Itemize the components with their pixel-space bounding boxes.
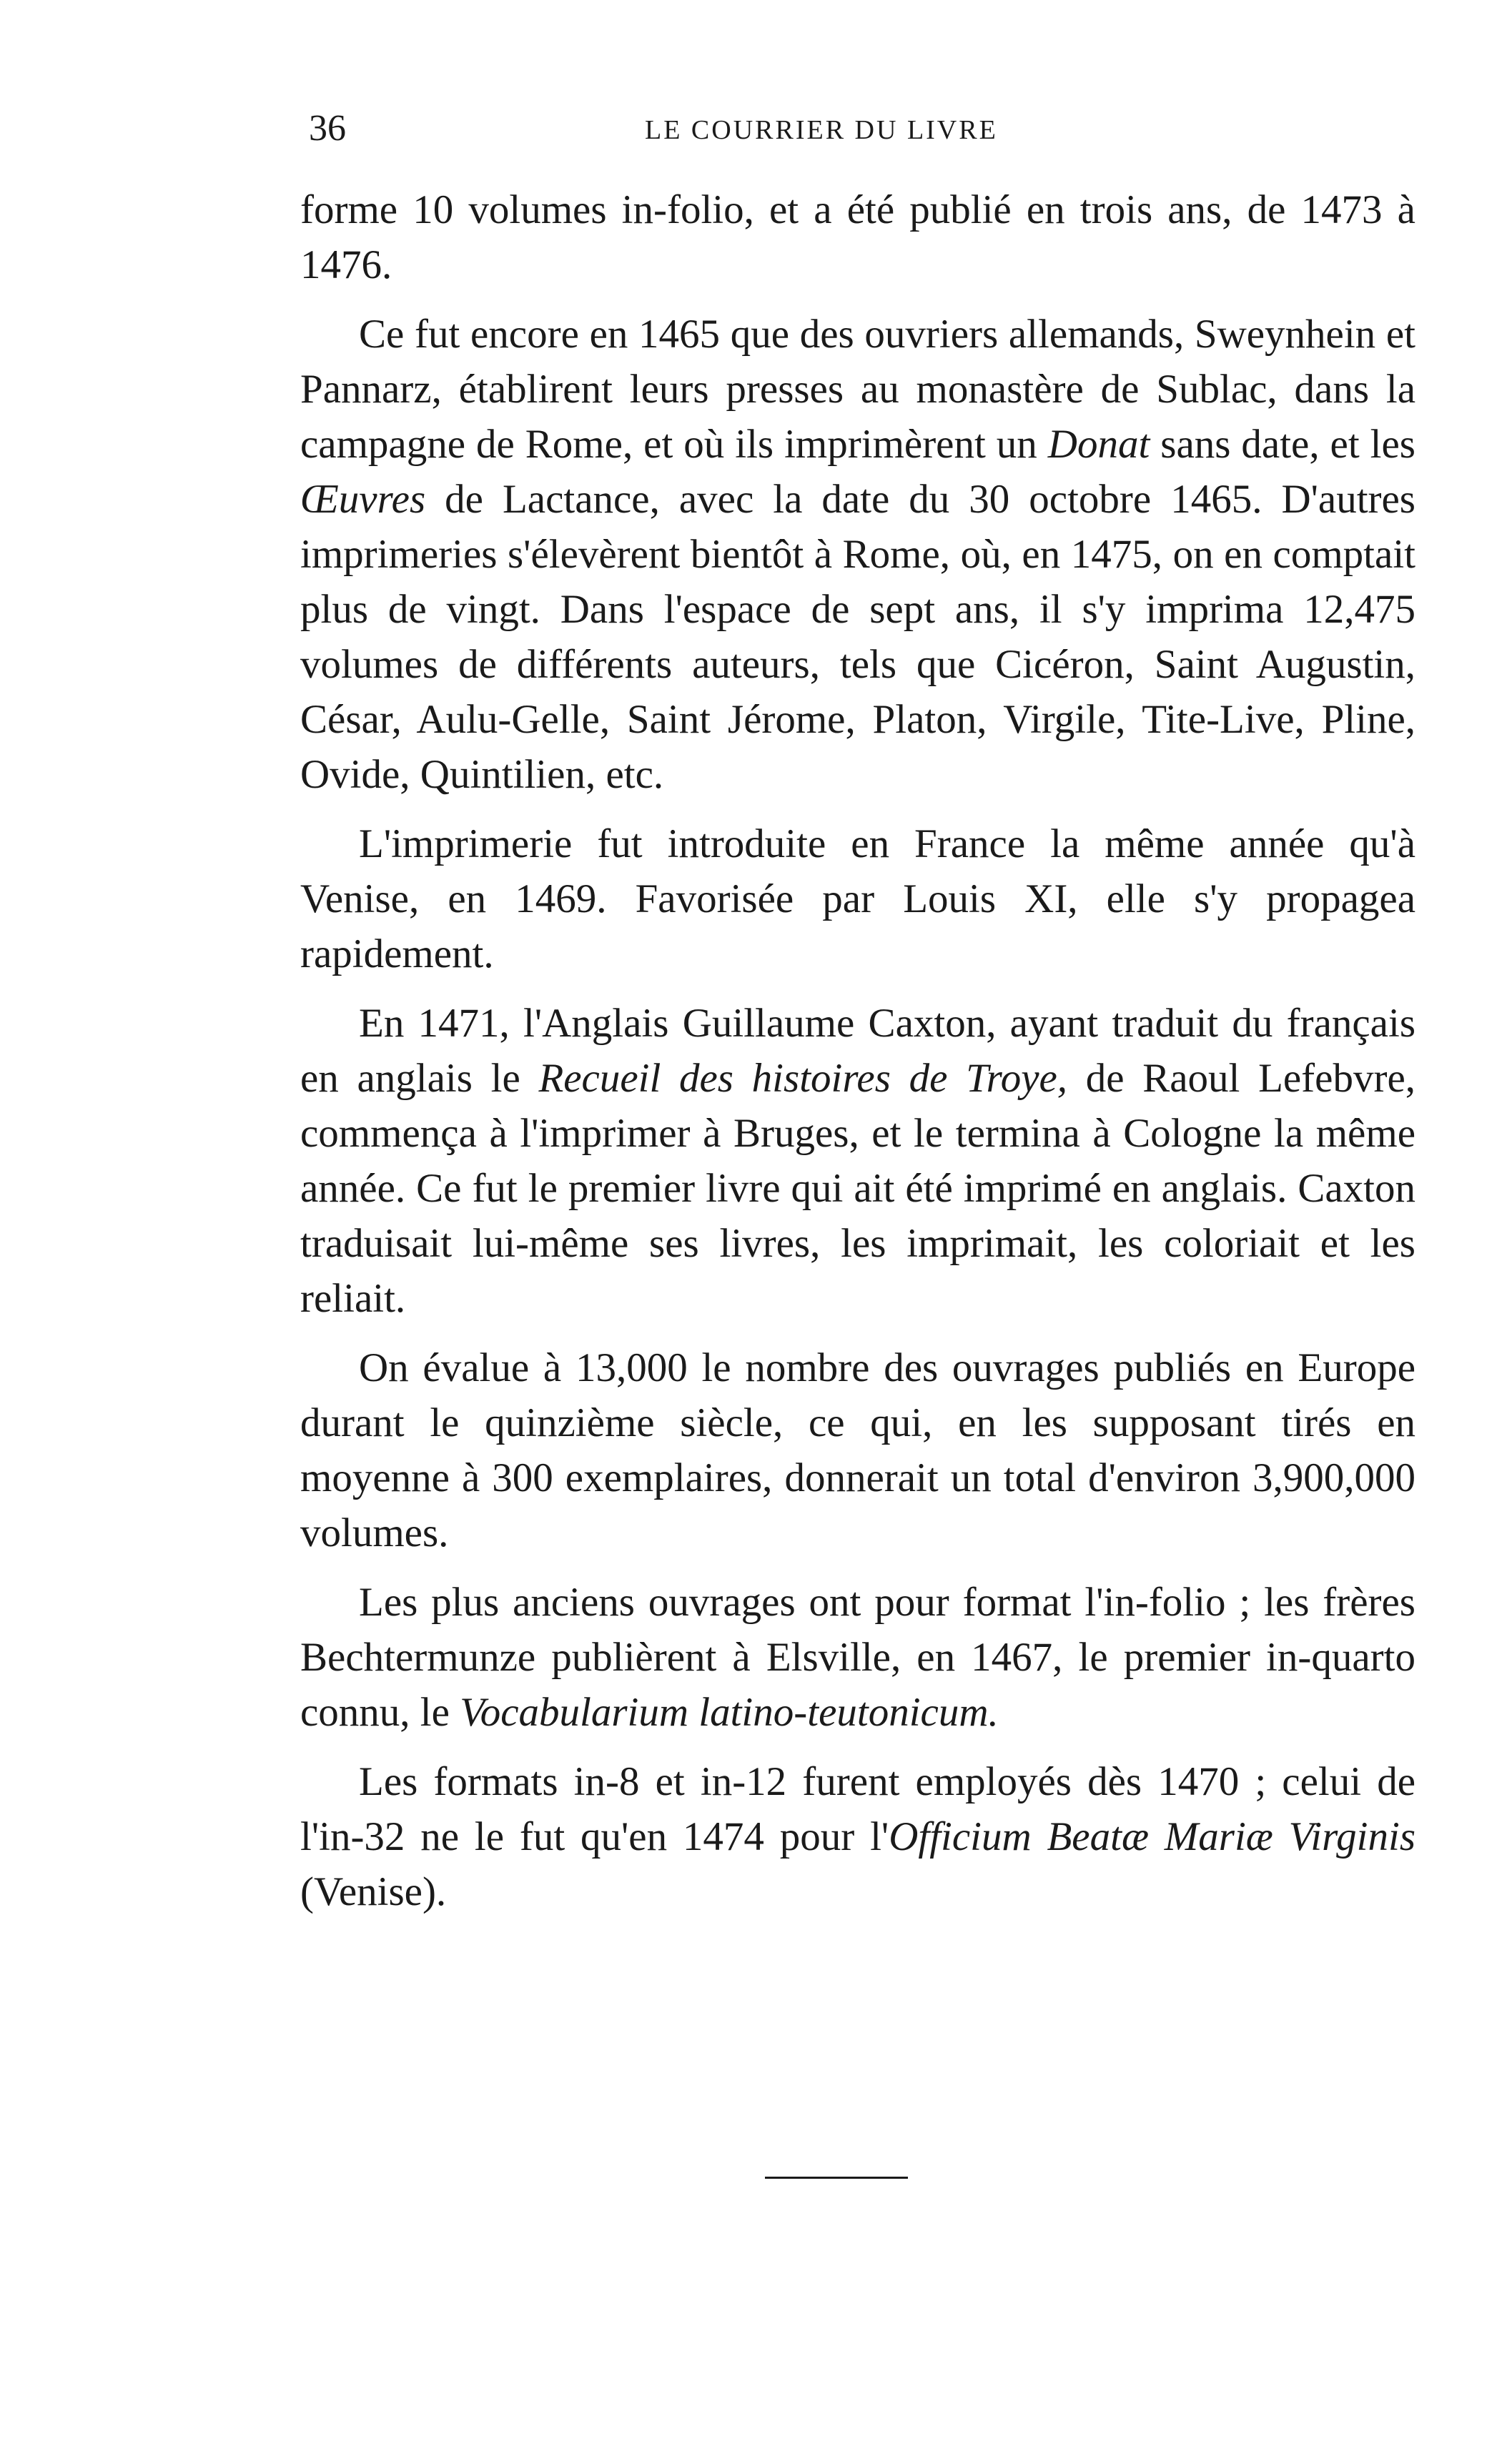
end-rule [765, 2177, 908, 2179]
paragraph [300, 307, 1415, 802]
paragraph-text: forme 10 volumes in-folio, et a été publié en trois ans, de 1473 à 1476. [300, 187, 1415, 287]
italic-title: Œuvres [300, 477, 426, 522]
paragraph-text: (Venise). [300, 1869, 447, 1914]
paragraph-text: sans date, et les [1150, 422, 1415, 467]
italic-title: Recueil des histoires de Troye, [538, 1056, 1068, 1101]
italic-title: Donat [1047, 422, 1150, 467]
italic-title: Vocabularium latino-teutonicum. [460, 1690, 999, 1735]
paragraph-text: En 1471, l'Anglais Guillaume Caxton, ayant traduit du français en anglais le [300, 1001, 1415, 1101]
italic-title: Officium Beatæ Mariæ Virginis [889, 1814, 1415, 1859]
paragraph-text: Ce fut encore en 1465 que des ouvriers allemands, Sweynhein et Pannarz, établirent leurs presses au monastère de Sublac, dans la campagne de Rome, et où ils imprimèrent un [300, 312, 1415, 467]
paragraph-text: de Raoul Lefebvre, commença à l'imprimer à Bruges, et le termina à Cologne la même année. Ce fut le premier livre qui ait été imprimé en anglais. Caxton traduisait lui-même ses livres, les imprimait, les coloriait et les reliait. [300, 1056, 1415, 1321]
paragraph-text: Les formats in-8 et in-12 furent employés dès 1470 ; celui de l'in-32 ne le fut qu'en 1474 pour l' [300, 1759, 1415, 1859]
running-head [309, 107, 1410, 157]
paragraph [300, 1754, 1415, 1919]
paragraph-text: de Lactance, avec la date du 30 octobre 1465. D'autres imprimeries s'élevèrent bientôt à Rome, où, en 1475, on en comptait plus de vingt. Dans l'espace de sept ans, il s'y imprima 12,475 volumes de différents auteurs, tels que Cicéron, Saint Augustin, César, Aulu-Gelle, Saint Jérome, Platon, Virgile, Tite-Live, Pline, Ovide, Quintilien, etc. [300, 477, 1415, 797]
paragraph-text: L'imprimerie fut introduite en France la même année qu'à Venise, en 1469. Favorisée par Louis XI, elle s'y propagea rapidement. [300, 821, 1415, 976]
paragraph [300, 996, 1415, 1326]
paragraph-text: Les plus anciens ouvrages ont pour format l'in-folio ; les frères Bechtermunze publièrent à Elsville, en 1467, le premier in-quarto connu, le [300, 1580, 1415, 1735]
paragraph [300, 182, 1415, 292]
paragraph [300, 1575, 1415, 1740]
body-text [300, 182, 1415, 1934]
paragraph [300, 1340, 1415, 1560]
paragraph-text: On évalue à 13,000 le nombre des ouvrages publiés en Europe durant le quinzième siècle, ce qui, en les supposant tirés en moyenne à 300 exemplaires, donnerait un total d'environ 3,900,000 volumes. [300, 1345, 1415, 1555]
paragraph [300, 816, 1415, 981]
page-number: 36 [309, 108, 346, 149]
running-title: LE COURRIER DU LIVRE [645, 115, 998, 145]
